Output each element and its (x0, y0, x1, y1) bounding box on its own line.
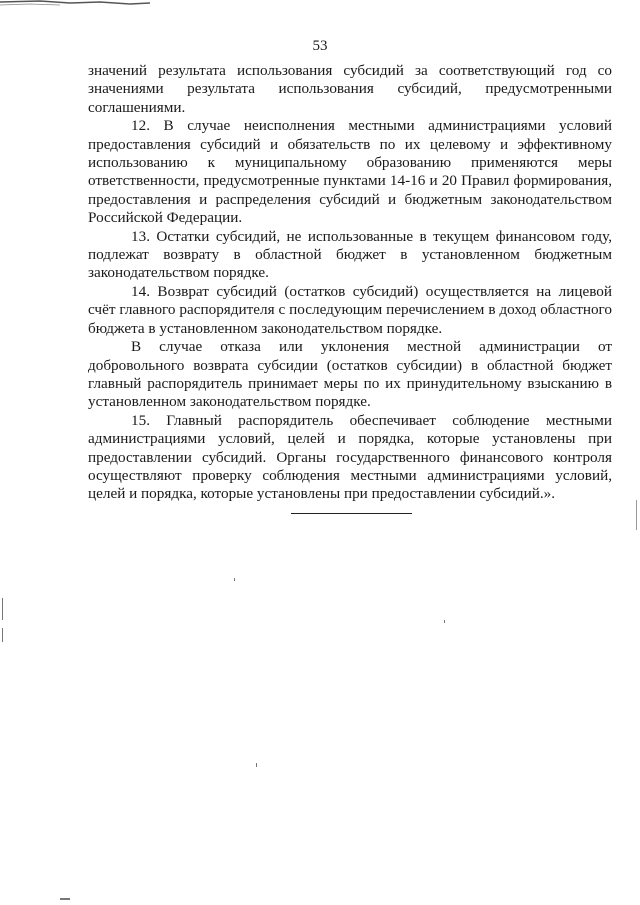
scan-artifact-dot-b (256, 763, 257, 767)
scan-artifact-bottom (60, 898, 70, 900)
scan-artifact-right (636, 500, 637, 530)
paragraph-refusal-case: В случае отказа или уклонения местной администрации от добровольного возврата субсидии (остатков субсидии) в областной бюджет главный распорядитель принимает меры по их принудительному взысканию в установленном законодательством порядке. (88, 338, 612, 411)
scan-artifact-top (0, 0, 150, 6)
paragraph-continuation: значений результата использования субсидий за соответствующий год со значениями результата использования субсидий, предусмотренными соглашениями. (88, 62, 612, 116)
paragraph-item-15: 15. Главный распорядитель обеспечивает соблюдение местными администрациями условий, целей и порядка, которые установлены при предоставлении субсидий. Органы государственного финансового контроля осуществляют проверку соблюдения местными администрациями условий, целей и порядка, которые установлены при предоставлении субсидий.». (88, 411, 612, 503)
paragraph-item-14: 14. Возврат субсидий (остатков субсидий) осуществляется на лицевой счёт главного распорядителя с последующим перечислением в доход областного бюджета в установленном законодательством порядке. (88, 282, 612, 337)
scan-artifact-left-a (2, 598, 3, 620)
document-body (88, 62, 612, 504)
scan-artifact-left-b (2, 628, 3, 642)
scan-artifact-dot-c (444, 620, 445, 623)
page-number: 53 (312, 38, 328, 54)
paragraph-item-13: 13. Остатки субсидий, не использованные в текущем финансовом году, подлежат возврату в областной бюджет в установленном бюджетным законодательством порядке. (88, 227, 612, 282)
end-of-text-rule (291, 513, 412, 514)
scan-artifact-dot-a (234, 578, 235, 581)
paragraph-item-12: 12. В случае неисполнения местными администрациями условий предоставления субсидий и обязательств по их целевому и эффективному использованию к муниципальному образованию применяются меры ответственности, предусмотренные пунктами 14-16 и 20 Правил формирования, предоставления и распределения субсидий и бюджетным законодательством Российской Федерации. (88, 117, 612, 227)
